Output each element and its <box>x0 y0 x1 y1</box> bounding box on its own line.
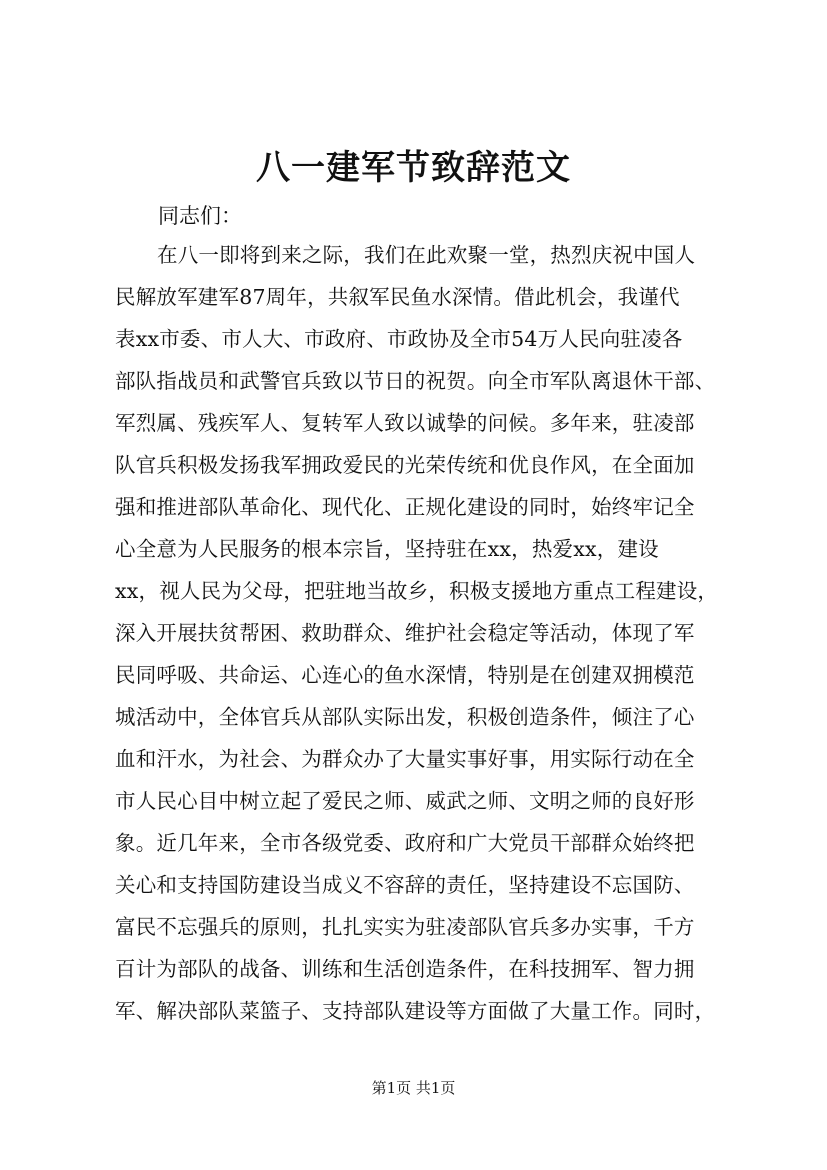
body-line: 百计为部队的战备、训练和生活创造条件，在科技拥军、智力拥 <box>115 957 695 981</box>
page-footer: 第1页 共1页 <box>371 1079 456 1097</box>
body-text <box>115 240 719 1038</box>
body-line: 在八一即将到来之际，我们在此欢聚一堂，热烈庆祝中国人 <box>157 243 696 267</box>
body-line: 军烈属、残疾军人、复转军人致以诚挚的问候。多年来，驻凌部 <box>115 411 695 435</box>
body-line: 市人民心目中树立起了爱民之师、威武之师、文明之师的良好形 <box>115 789 695 813</box>
body-line: 深入开展扶贫帮困、救助群众、维护社会稳定等活动，体现了军 <box>115 621 695 645</box>
body-line: 民同呼吸、共命运、心连心的鱼水深情，特别是在创建双拥模范 <box>115 663 695 687</box>
body-line: 民解放军建军87周年，共叙军民鱼水深情。借此机会，我谨代 <box>115 285 680 309</box>
body-line: 军、解决部队菜篮子、支持部队建设等方面做了大量工作。同时， <box>115 999 716 1023</box>
body-line: 心全意为人民服务的根本宗旨，坚持驻在xx，热爱xx，建设 <box>115 537 659 561</box>
document-title: 八一建军节致辞范文 <box>256 148 571 188</box>
body-line: 表xx市委、市人大、市政府、市政协及全市54万人民向驻凌各 <box>115 327 683 351</box>
body-line: 富民不忘强兵的原则，扎扎实实为驻凌部队官兵多办实事，千方 <box>115 915 695 939</box>
body-line: 象。近几年来，全市各级党委、政府和广大党员干部群众始终把 <box>115 831 695 855</box>
body-line: 部队指战员和武警官兵致以节日的祝贺。向全市军队离退休干部、 <box>115 369 716 393</box>
body-line: 队官兵积极发扬我军拥政爱民的光荣传统和优良作风，在全面加 <box>115 453 695 477</box>
body-line: 强和推进部队革命化、现代化、正规化建设的同时，始终牢记全 <box>115 495 695 519</box>
body-line: 血和汗水，为社会、为群众办了大量实事好事，用实际行动在全 <box>115 747 695 771</box>
greeting-text: 同志们： <box>158 204 242 228</box>
body-line: 关心和支持国防建设当成义不容辞的责任，坚持建设不忘国防、 <box>115 873 695 897</box>
body-line: xx，视人民为父母，把驻地当故乡，积极支援地方重点工程建设， <box>115 579 719 603</box>
body-line: 城活动中，全体官兵从部队实际出发，积极创造条件，倾注了心 <box>115 705 695 729</box>
